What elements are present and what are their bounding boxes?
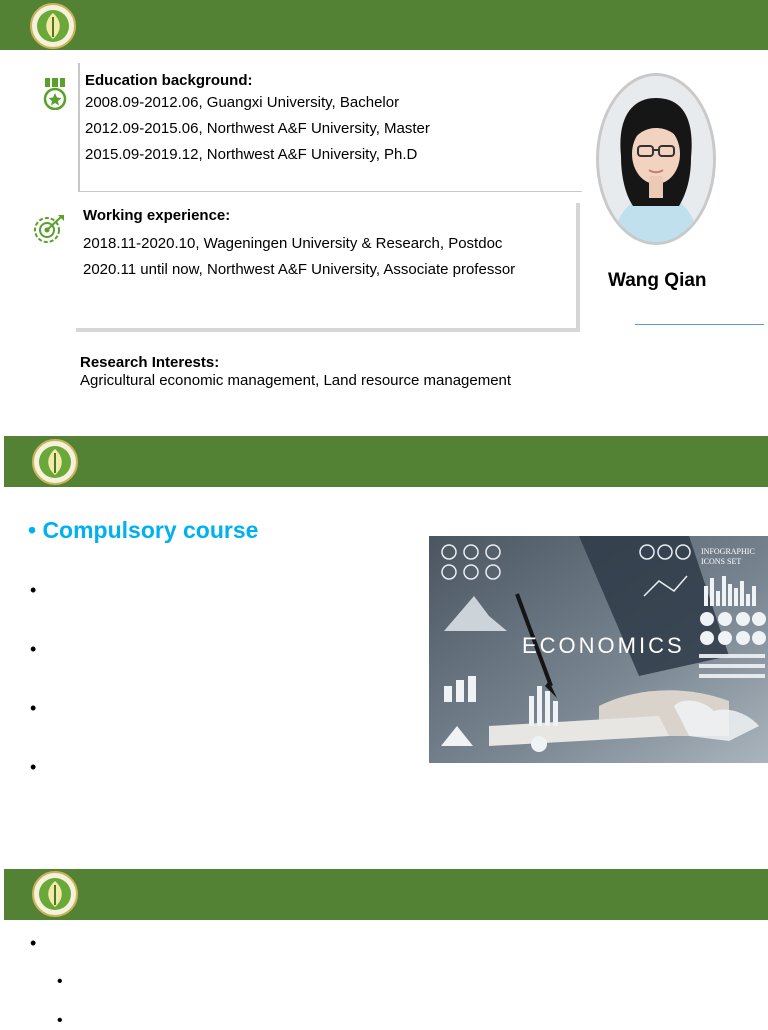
work-heading: Working experience: (83, 207, 231, 224)
header-bar-2 (4, 436, 768, 487)
outline-bullet: • (30, 933, 37, 953)
university-logo-2 (32, 439, 78, 485)
course-bullet: • (30, 580, 37, 600)
economics-image (429, 536, 768, 763)
research-text: Agricultural economic management, Land resource management (80, 372, 512, 389)
outline-bullet: • (57, 973, 63, 990)
education-heading: Education background: (85, 72, 253, 89)
course-bullet: • (30, 757, 37, 777)
header-bar-3 (4, 869, 768, 920)
work-item: 2018.11-2020.10, Wageningen University & Research, Postdoc (83, 235, 503, 252)
leaf-emblem-icon (34, 441, 76, 483)
medal-icon (42, 78, 68, 110)
university-logo-3 (32, 871, 78, 917)
education-item: 2012.09-2015.06, Northwest A&F University, Master (85, 120, 430, 137)
infographic-label: INFOGRAPHIC (701, 547, 755, 556)
economics-illustration (429, 536, 768, 763)
course-heading: • Compulsory course (28, 517, 259, 543)
person-portrait (599, 76, 713, 242)
university-logo-1 (30, 3, 76, 49)
economics-title: ECONOMICS (522, 633, 685, 658)
profile-underline (635, 324, 764, 325)
profile-photo (596, 73, 716, 245)
work-item: 2020.11 until now, Northwest A&F University, Associate professor (83, 261, 516, 278)
education-item: 2008.09-2012.06, Guangxi University, Bachelor (85, 94, 400, 111)
leaf-emblem-icon (34, 873, 76, 915)
research-heading: Research Interests: (80, 354, 220, 371)
course-bullet: • (30, 698, 37, 718)
education-item: 2015.09-2019.12, Northwest A&F University, Ph.D (85, 146, 418, 163)
icons-set-label: ICONS SET (701, 557, 742, 566)
course-bullet: • (30, 639, 37, 659)
target-icon (32, 213, 66, 245)
profile-name: Wang Qian (608, 270, 707, 291)
leaf-emblem-icon (32, 5, 74, 47)
header-bar-1 (0, 0, 768, 50)
outline-bullet: • (57, 1012, 63, 1029)
